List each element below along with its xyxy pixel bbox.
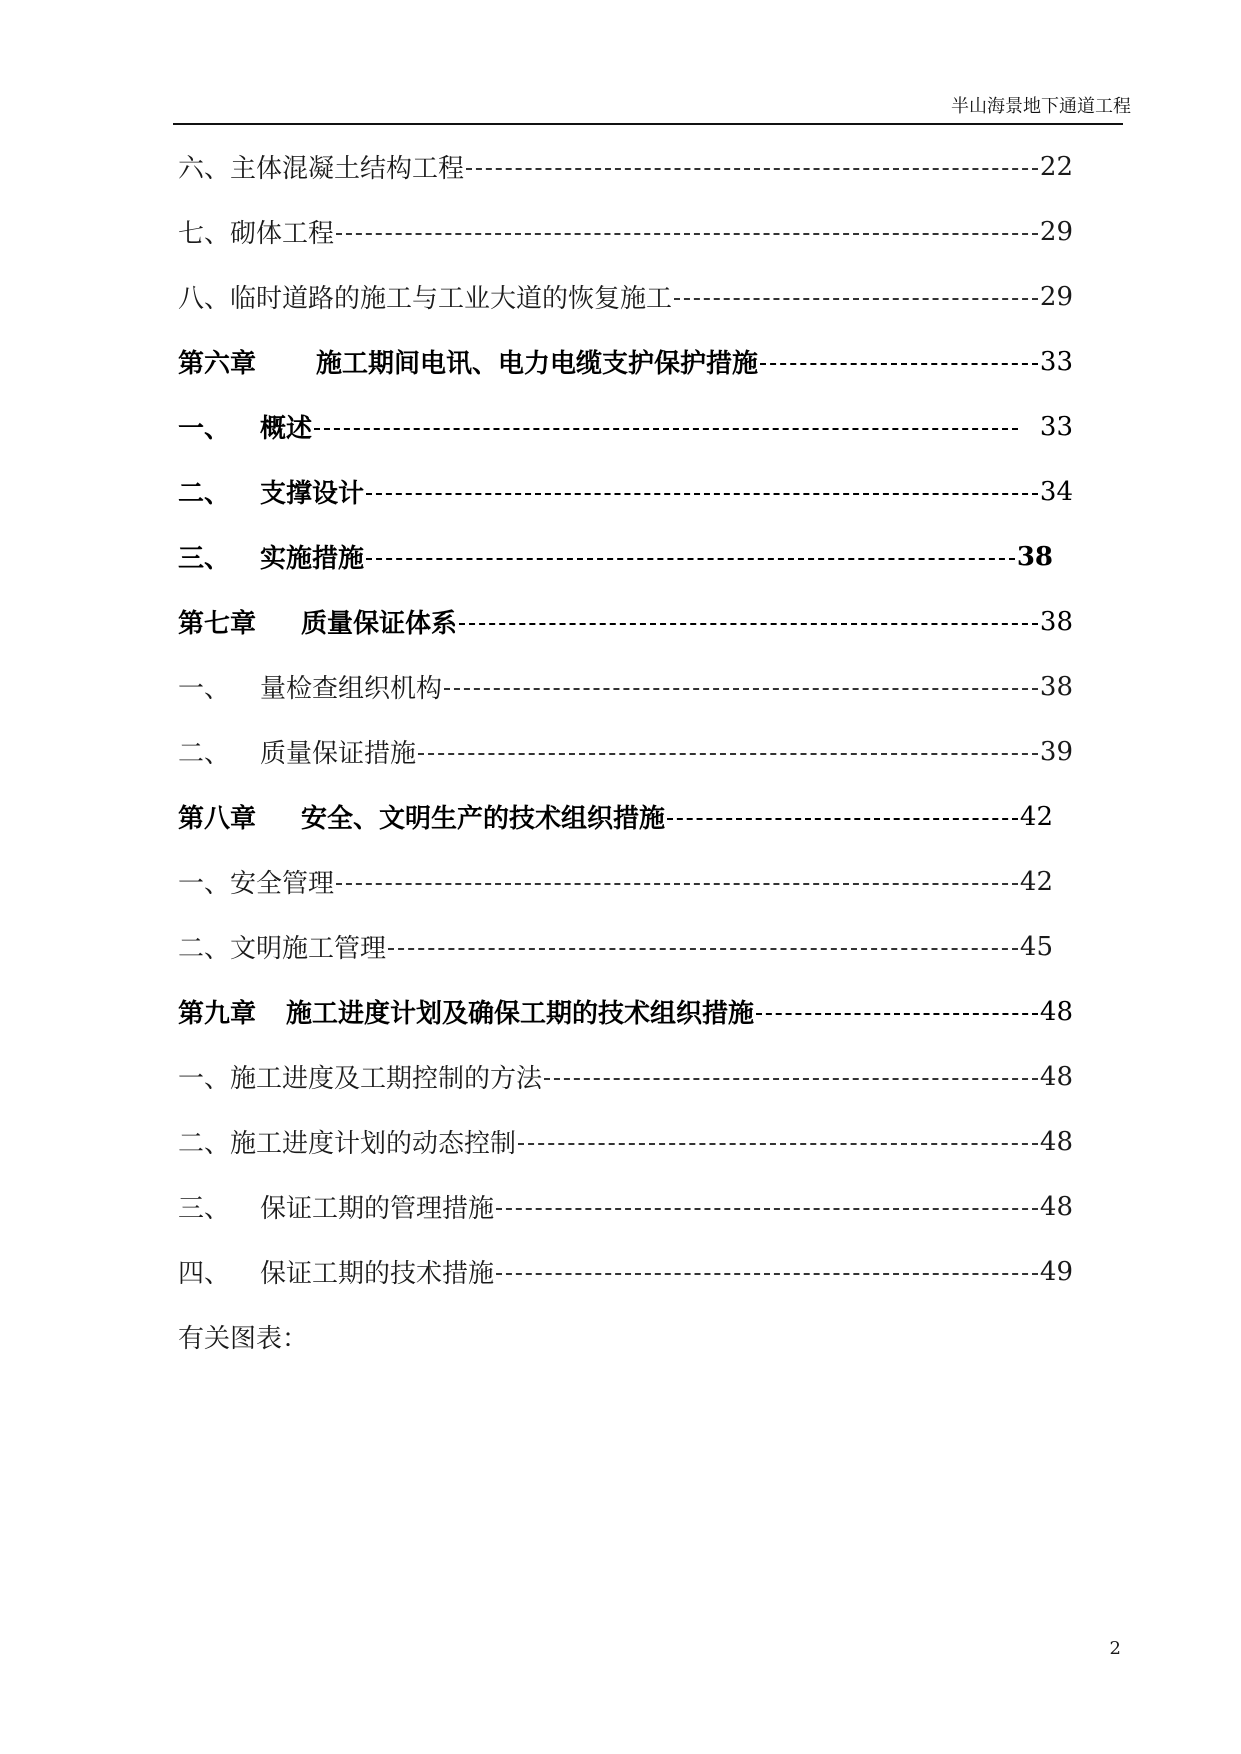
- toc-entry-page: 38: [1016, 541, 1053, 572]
- toc-entry-page: 29: [1039, 216, 1073, 247]
- toc-entry-title: 安全管理: [230, 869, 335, 899]
- related-figures-label: 有关图表：: [178, 1324, 309, 1354]
- toc-entry-number: 二、: [178, 1129, 231, 1159]
- toc-entry-number: 二、: [178, 934, 231, 964]
- toc-entry[interactable]: [178, 264, 1073, 329]
- toc-entry-number: 二、: [178, 739, 231, 769]
- toc-entry-page: 49: [1039, 1256, 1073, 1287]
- toc-chapter-entry[interactable]: [178, 979, 1073, 1044]
- toc-dot-leader: [444, 688, 1038, 690]
- toc-entry-number: 一、: [178, 414, 231, 444]
- toc-entry[interactable]: [178, 1239, 1073, 1304]
- toc-entry[interactable]: [178, 199, 1073, 264]
- toc-entry-title: 砌体工程: [230, 219, 335, 249]
- toc-entry[interactable]: [178, 524, 1073, 589]
- toc-entry-title: 保证工期的管理措施: [260, 1194, 495, 1224]
- toc-entry-page: 42: [1019, 801, 1053, 832]
- toc-entry-page: 38: [1039, 606, 1073, 637]
- toc-dot-leader: [667, 818, 1018, 820]
- page-number: 2: [1109, 1638, 1121, 1659]
- toc-entry-title: 文明施工管理: [230, 934, 387, 964]
- toc-entry-title: 支撑设计: [260, 479, 365, 509]
- toc-entry-number: 一、: [178, 674, 231, 704]
- toc-dot-leader: [756, 1013, 1038, 1015]
- toc-entry[interactable]: [178, 654, 1073, 719]
- toc-entry-title: 概述: [260, 414, 313, 444]
- toc-entry-page: 22: [1039, 151, 1073, 182]
- toc-dot-leader: [418, 753, 1038, 755]
- toc-entry-page: 29: [1039, 281, 1073, 312]
- toc-entry-page: 48: [1039, 996, 1073, 1027]
- toc-entry-number: 一、: [178, 1064, 231, 1094]
- toc-dot-leader: [336, 883, 1018, 885]
- toc-entry-page: 33: [1039, 346, 1073, 377]
- toc-entry-number: 第六章: [178, 349, 257, 379]
- toc-dot-leader: [336, 233, 1038, 235]
- toc-entry-number: 第九章: [178, 999, 257, 1029]
- toc-entry[interactable]: [178, 459, 1073, 524]
- table-of-contents: [178, 134, 1073, 1369]
- toc-entry-title: 量检查组织机构: [260, 674, 443, 704]
- toc-entry[interactable]: [178, 914, 1073, 979]
- toc-entry[interactable]: [178, 719, 1073, 784]
- toc-dot-leader: [459, 623, 1038, 625]
- toc-entry-page: 48: [1039, 1191, 1073, 1222]
- toc-dot-leader: [518, 1143, 1038, 1145]
- toc-entry[interactable]: [178, 134, 1073, 199]
- toc-dot-leader: [366, 493, 1038, 495]
- toc-entry-number: 四、: [178, 1259, 231, 1289]
- toc-dot-leader: [388, 948, 1018, 950]
- toc-entry-title: 保证工期的技术措施: [260, 1259, 495, 1289]
- toc-dot-leader: [760, 363, 1038, 365]
- toc-dot-leader: [496, 1273, 1038, 1275]
- toc-entry-title: 主体混凝土结构工程: [230, 154, 465, 184]
- toc-entry-page: 34: [1039, 476, 1073, 507]
- toc-dot-leader: [466, 168, 1038, 170]
- toc-entry-number: 第八章: [178, 804, 257, 834]
- toc-chapter-entry[interactable]: [178, 589, 1073, 654]
- toc-entry-number: 八、: [178, 284, 231, 314]
- toc-dot-leader: [314, 428, 1018, 430]
- toc-entry-number: 七、: [178, 219, 231, 249]
- toc-entry[interactable]: [178, 1109, 1073, 1174]
- toc-entry[interactable]: [178, 1174, 1073, 1239]
- toc-entry-number: 六、: [178, 154, 231, 184]
- toc-entry-page: 33: [1039, 411, 1073, 442]
- toc-dot-leader: [496, 1208, 1038, 1210]
- toc-dot-leader: [366, 558, 1015, 560]
- toc-entry-title: 质量保证措施: [260, 739, 417, 769]
- toc-entry-number: 一、: [178, 869, 231, 899]
- toc-entry-page: 39: [1039, 736, 1073, 767]
- toc-entry-title: 临时道路的施工与工业大道的恢复施工: [230, 284, 673, 314]
- toc-entry-title: 质量保证体系: [301, 609, 458, 639]
- toc-dot-leader: [544, 1078, 1038, 1080]
- toc-entry-title: 施工进度计划的动态控制: [230, 1129, 517, 1159]
- toc-entry-title: 施工期间电讯、电力电缆支护保护措施: [316, 349, 759, 379]
- toc-entry-number: 第七章: [178, 609, 257, 639]
- toc-entry-page: 45: [1019, 931, 1053, 962]
- toc-dot-leader: [674, 298, 1038, 300]
- toc-entry-page: 48: [1039, 1061, 1073, 1092]
- toc-entry-title: 施工进度及工期控制的方法: [230, 1064, 543, 1094]
- toc-chapter-entry[interactable]: [178, 784, 1073, 849]
- toc-chapter-entry[interactable]: [178, 329, 1073, 394]
- toc-entry[interactable]: [178, 1044, 1073, 1109]
- toc-entry-number: 二、: [178, 479, 231, 509]
- toc-entry-page: 48: [1039, 1126, 1073, 1157]
- running-header-title: 半山海景地下通道工程: [951, 96, 1131, 117]
- toc-entry-page: 42: [1019, 866, 1053, 897]
- toc-entry-title: 实施措施: [260, 544, 365, 574]
- toc-entry-number: 三、: [178, 1194, 231, 1224]
- toc-entry-number: 三、: [178, 544, 231, 574]
- toc-entry-title: 安全、文明生产的技术组织措施: [301, 804, 666, 834]
- header-rule: [173, 123, 1123, 125]
- toc-entry-title: 施工进度计划及确保工期的技术组织措施: [286, 999, 755, 1029]
- toc-entry[interactable]: [178, 849, 1073, 914]
- toc-entry-page: 38: [1039, 671, 1073, 702]
- toc-entry[interactable]: [178, 394, 1073, 459]
